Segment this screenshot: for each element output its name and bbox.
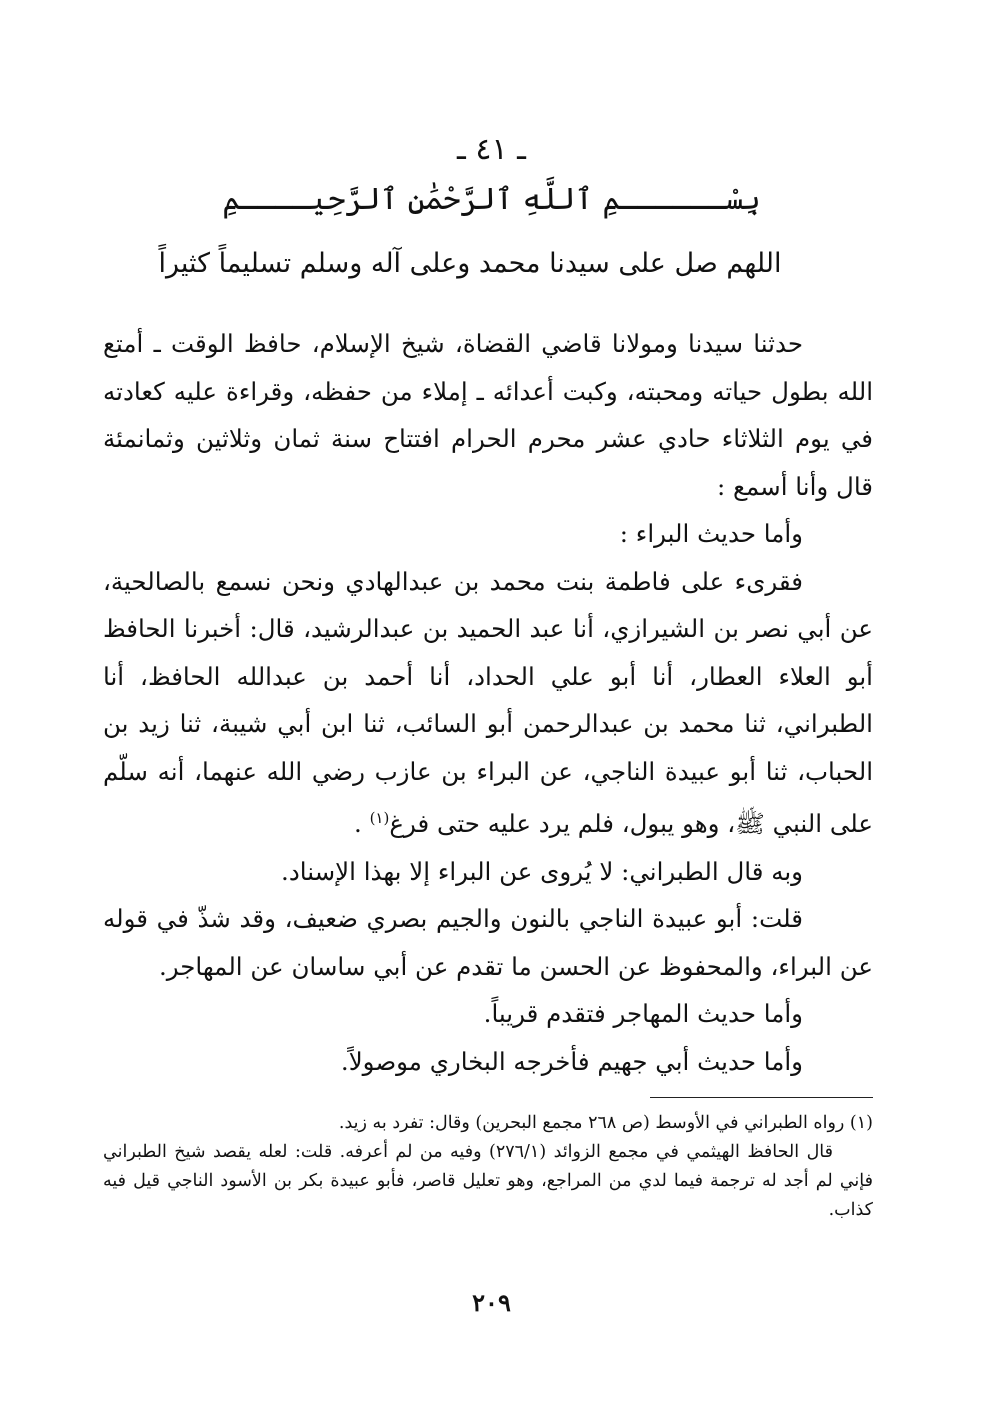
hadith-paragraph xyxy=(103,558,873,848)
hadith-text: فقرىء على فاطمة بنت محمد بن عبدالهادي ونحن نسمع بالصالحية، عن أبي نصر بن الشيرازي، أنا عبد الحميد بن عبدالرشيد، قال: أخبرنا الحافظ أبو العلاء العطار، أنا أبو علي الحداد، أنا أحمد بن عبدالله الحافظ، أنا الطبراني، ثنا محمد بن عبدالرحمن أبو السائب، ثنا ابن أبي شيبة، ثنا زيد بن الحباب، ثنا أبو عبيدة الناجي، عن البراء بن عازب رضي الله عنهما، أنه سلّم على النبي ﷺ، وهو يبول، فلم يرد عليه حتى فرغ xyxy=(103,566,873,839)
section-heading-bara: وأما حديث البراء : xyxy=(619,519,803,548)
basmala: بِسْــــــمِ ٱللَّهِ ٱلرَّحْمَٰنِ ٱلرَّحِيــــمِ xyxy=(222,182,761,217)
footnotes xyxy=(103,1109,873,1225)
abu-juhaym-note: وأما حديث أبي جهيم فأخرجه البخاري موصولاً. xyxy=(340,1046,803,1076)
footnote-reference: (١) xyxy=(369,809,390,827)
intro-paragraph: حدثنا سيدنا ومولانا قاضي القضاة، شيخ الإسلام، حافظ الوقت ـ أمتع الله بطول حياته ومحبته، وكبت أعدائه ـ إملاء من حفظه، وقراءة عليه كعادته في يوم الثلاثاء حادي عشر محرم الحرام افتتاح سنة ثمان وثلاثين وثمانمئة قال وأنا أسمع : xyxy=(103,329,873,501)
main-text xyxy=(103,320,873,1085)
footnote-1-continuation: قال الحافظ الهيثمي في مجمع الزوائد (٢٧٦/١) وفيه من لم أعرفه. قلت: لعله يقصد شيخ الطبراني فإني لم أجد له ترجمة فيما لدي من المراجع، وهو تعليل قاصر، فأبو عبيدة بكر بن الأسود الناجي قيل فيه كذاب. xyxy=(103,1142,873,1220)
footnote-divider xyxy=(650,1097,873,1098)
author-comment: قلت: أبو عبيدة الناجي بالنون والجيم بصري ضعيف، وقد شذّ في قوله عن البراء، والمحفوظ عن الحسن ما تقدم عن أبي ساسان عن المهاجر. xyxy=(103,904,873,981)
hadith-end: . xyxy=(353,809,370,839)
tabarani-note: وبه قال الطبراني: لا يُروى عن البراء إلا بهذا الإسناد. xyxy=(281,856,803,886)
section-number: ـ ٤١ ـ xyxy=(457,132,526,167)
salawat-line: اللهم صل على سيدنا محمد وعلى آله وسلم تسليماً كثيراً xyxy=(158,248,782,279)
footnote-1: (١) رواه الطبراني في الأوسط (ص ٢٦٨ مجمع البحرين) وقال: تفرد به زيد. xyxy=(338,1113,873,1133)
muhajir-note: وأما حديث المهاجر فتقدم قريباً. xyxy=(483,999,803,1029)
page-number: ٢٠٩ xyxy=(472,1288,511,1317)
